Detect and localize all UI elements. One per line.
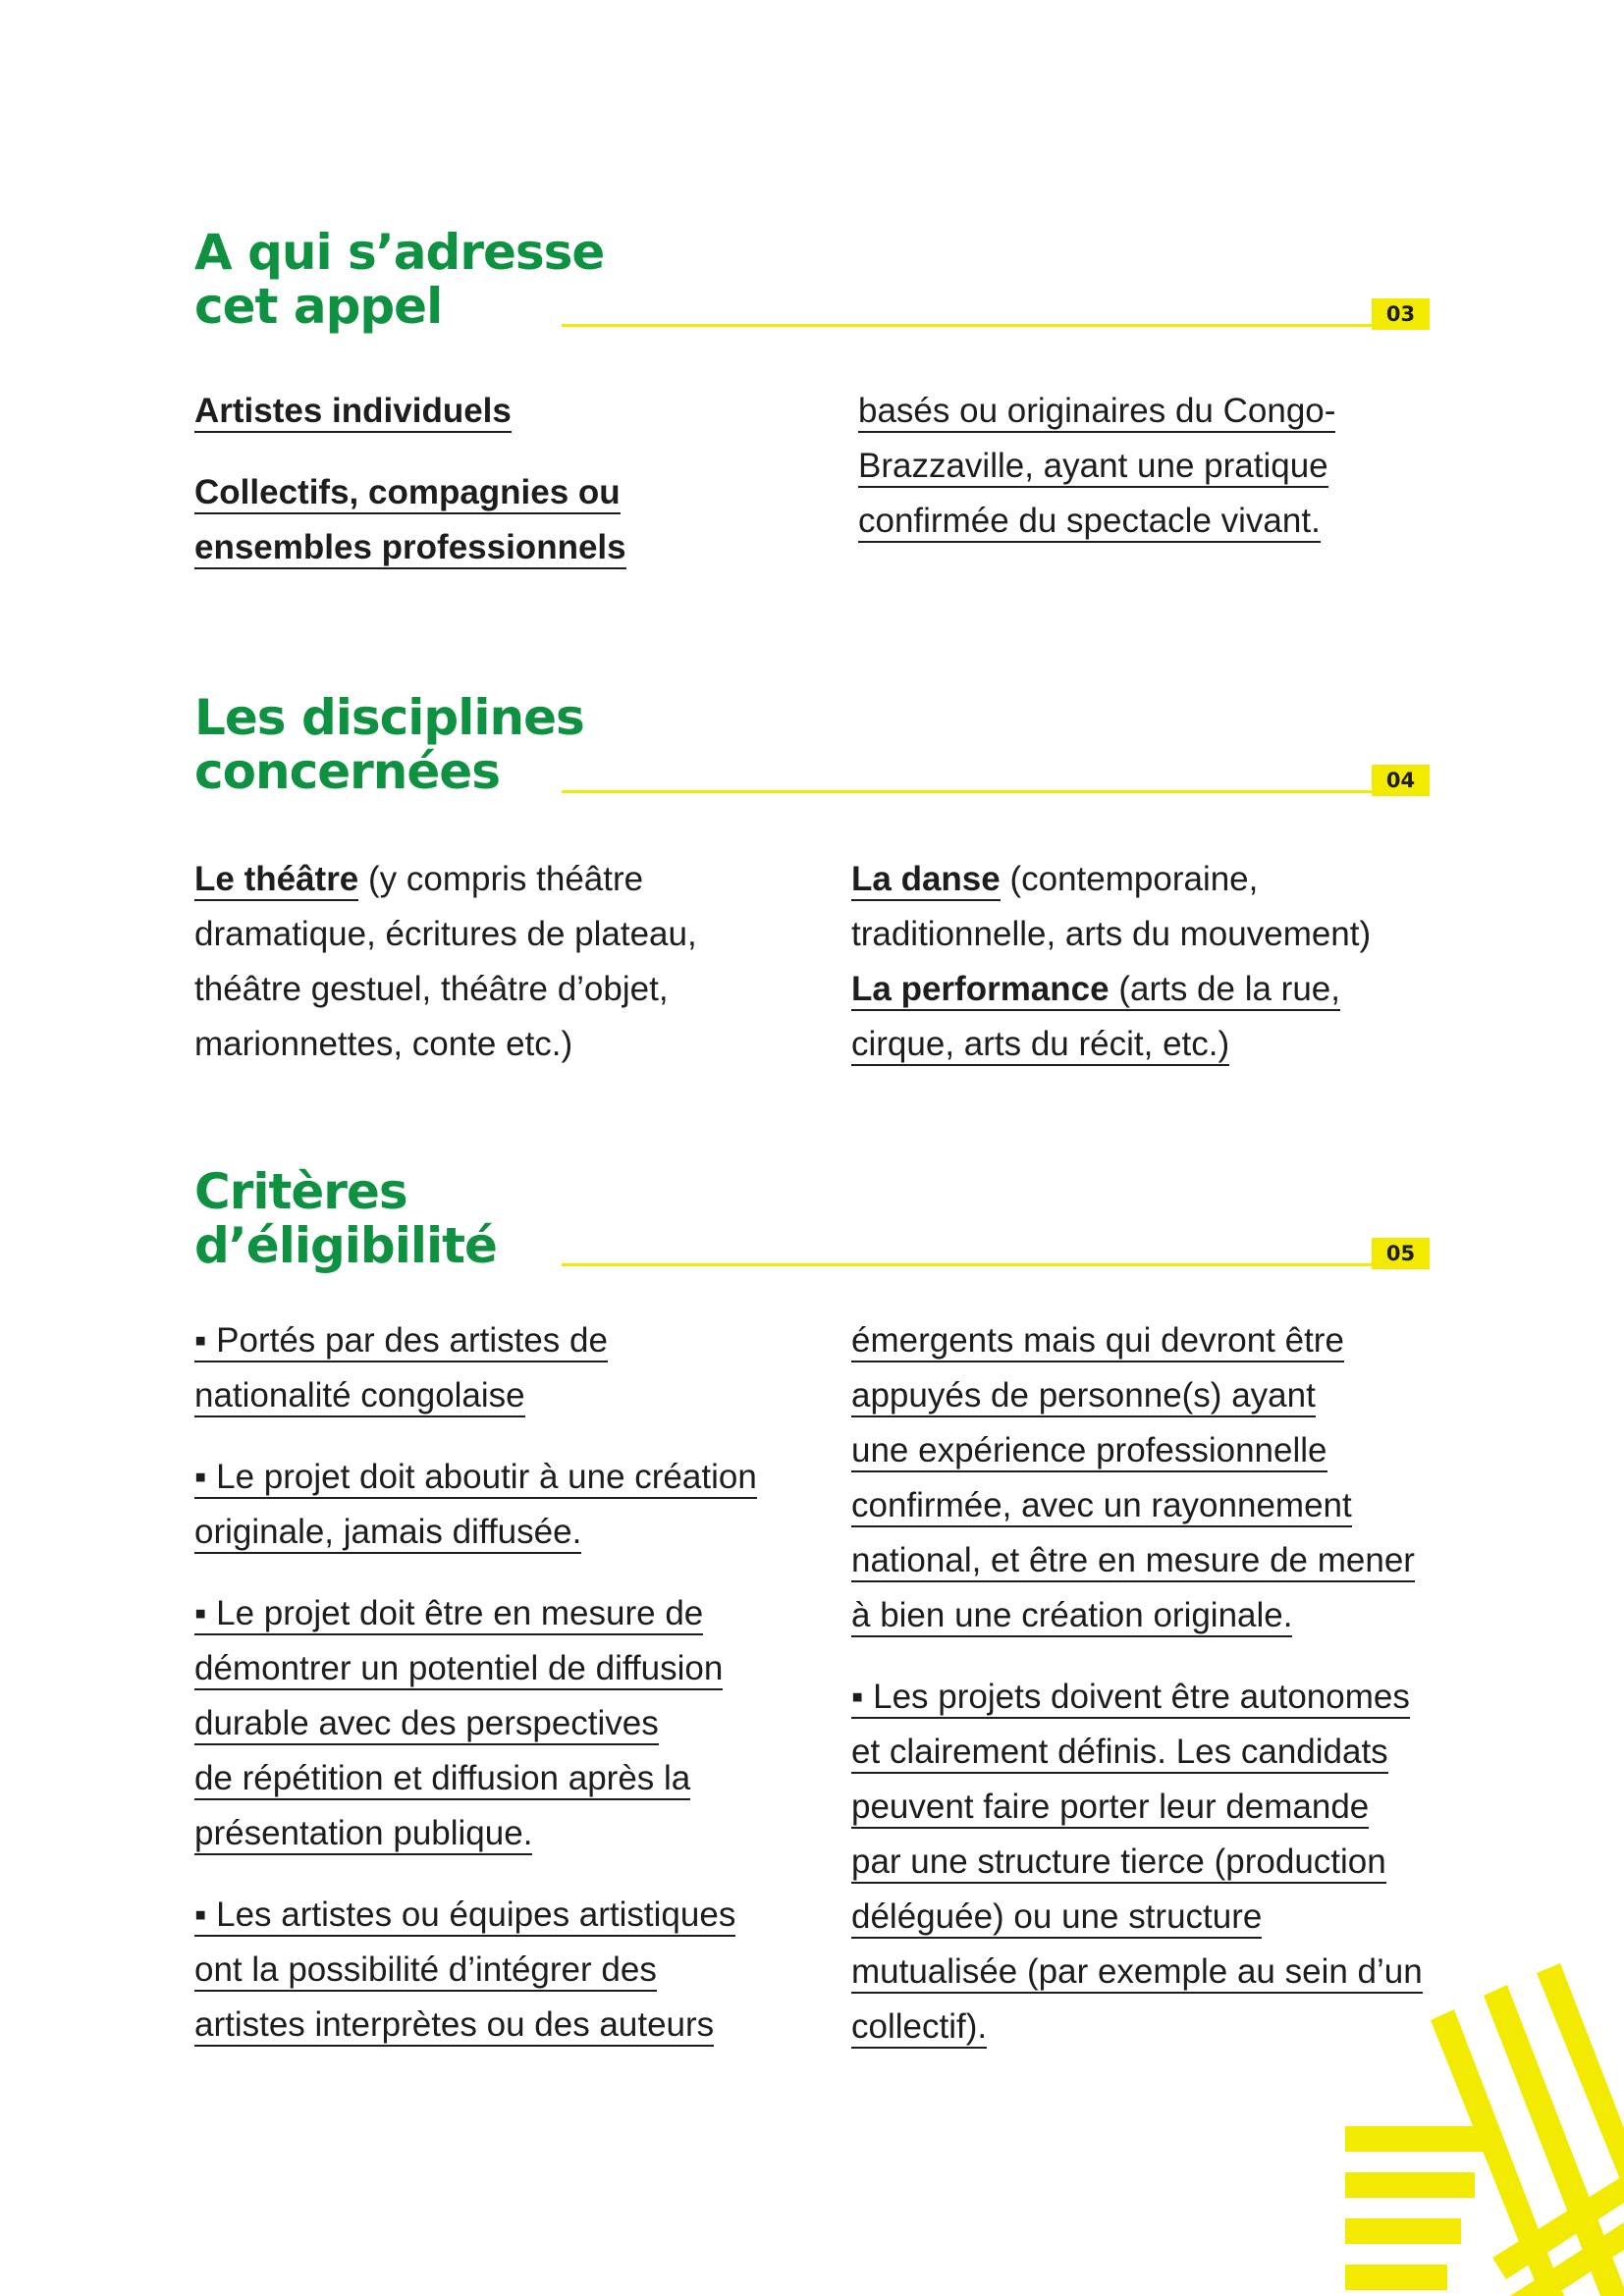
section-number-badge: 03 [1372,298,1430,330]
text-line: Brazzaville, ayant une pratique [858,447,1328,488]
criteria-line: présentation publique. [194,1814,532,1855]
text-line: basés ou originaires du Congo- [858,392,1335,433]
text-line: cirque, arts du récit, etc.) [851,1025,1229,1066]
section-rule [562,1263,1373,1266]
audience-item: Collectifs, compagnies ou [194,473,621,514]
discipline-name: La danse [851,860,1001,901]
criteria-line: et clairement définis. Les candidats [851,1733,1388,1774]
section-title: Les disciplines concernées [194,689,584,800]
section-eligibility [194,1165,1430,2068]
left-column [194,384,823,575]
criteria-line: ▪ Le projet doit être en mesure de [194,1594,703,1635]
yellow-stripes-graphic [1345,1963,1624,2296]
criteria-line: ▪ Les projets doivent être autonomes [851,1678,1410,1719]
criteria-line: ▪ Le projet doit aboutir à une création [194,1458,757,1499]
audience-item: Artistes individuels [194,392,512,433]
criteria-line: ▪ Portés par des artistes de [194,1321,608,1362]
criteria-line: démontrer un potentiel de diffusion [194,1649,723,1690]
left-column [194,1313,823,2053]
section-title: A qui s’adresse cet appel [194,224,605,335]
criteria-line: à bien une création originale. [851,1596,1292,1637]
criteria-line: peuvent faire porter leur demande [851,1788,1369,1829]
section-rule [562,324,1373,327]
section-disciplines [194,691,1430,1084]
criteria-line: confirmée, avec un rayonnement [851,1486,1352,1527]
right-column [858,384,1428,549]
section-audience [194,226,1430,579]
criteria-line: de répétition et diffusion après la [194,1759,690,1800]
text-line: confirmée du spectacle vivant. [858,502,1321,543]
criteria-line: originale, jamais diffusée. [194,1513,581,1554]
section-number-badge: 05 [1372,1238,1430,1269]
criteria-line: appuyés de personne(s) ayant [851,1376,1316,1417]
criteria-line: nationalité congolaise [194,1376,525,1417]
discipline-name: Le théâtre [194,860,358,901]
section-number-badge: 04 [1372,765,1430,796]
section-rule [562,790,1373,793]
criteria-line: par une structure tierce (production [851,1842,1386,1884]
criteria-line: une expérience professionnelle [851,1431,1327,1472]
criteria-line: durable avec des perspectives [194,1704,659,1745]
section-title: Critères d’éligibilité [194,1163,497,1274]
right-column: La danse (contemporaine, traditionnelle, arts du mouvement) La performance (arts de la rue, cirque, arts du récit, etc.) [851,852,1440,1072]
left-column: Le théâtre (y compris théâtre dramatique, écritures de plateau, théâtre gestuel, théâtre d’objet, marionnettes, conte etc.) [194,860,697,1063]
criteria-line: ▪ Les artistes ou équipes artistiques [194,1896,735,1937]
right-column [851,1313,1440,2055]
criteria-line: collectif). [851,2007,987,2049]
discipline-name: La performance [851,970,1110,1008]
criteria-line: ont la possibilité d’intégrer des [194,1950,657,1992]
criteria-line: émergents mais qui devront être [851,1321,1344,1362]
criteria-line: national, et être en mesure de mener [851,1541,1415,1582]
criteria-line: mutualisée (par exemple au sein d’un [851,1952,1423,1994]
criteria-line: déléguée) ou une structure [851,1897,1262,1939]
audience-item: ensembles professionnels [194,528,626,569]
criteria-line: artistes interprètes ou des auteurs [194,2005,714,2047]
